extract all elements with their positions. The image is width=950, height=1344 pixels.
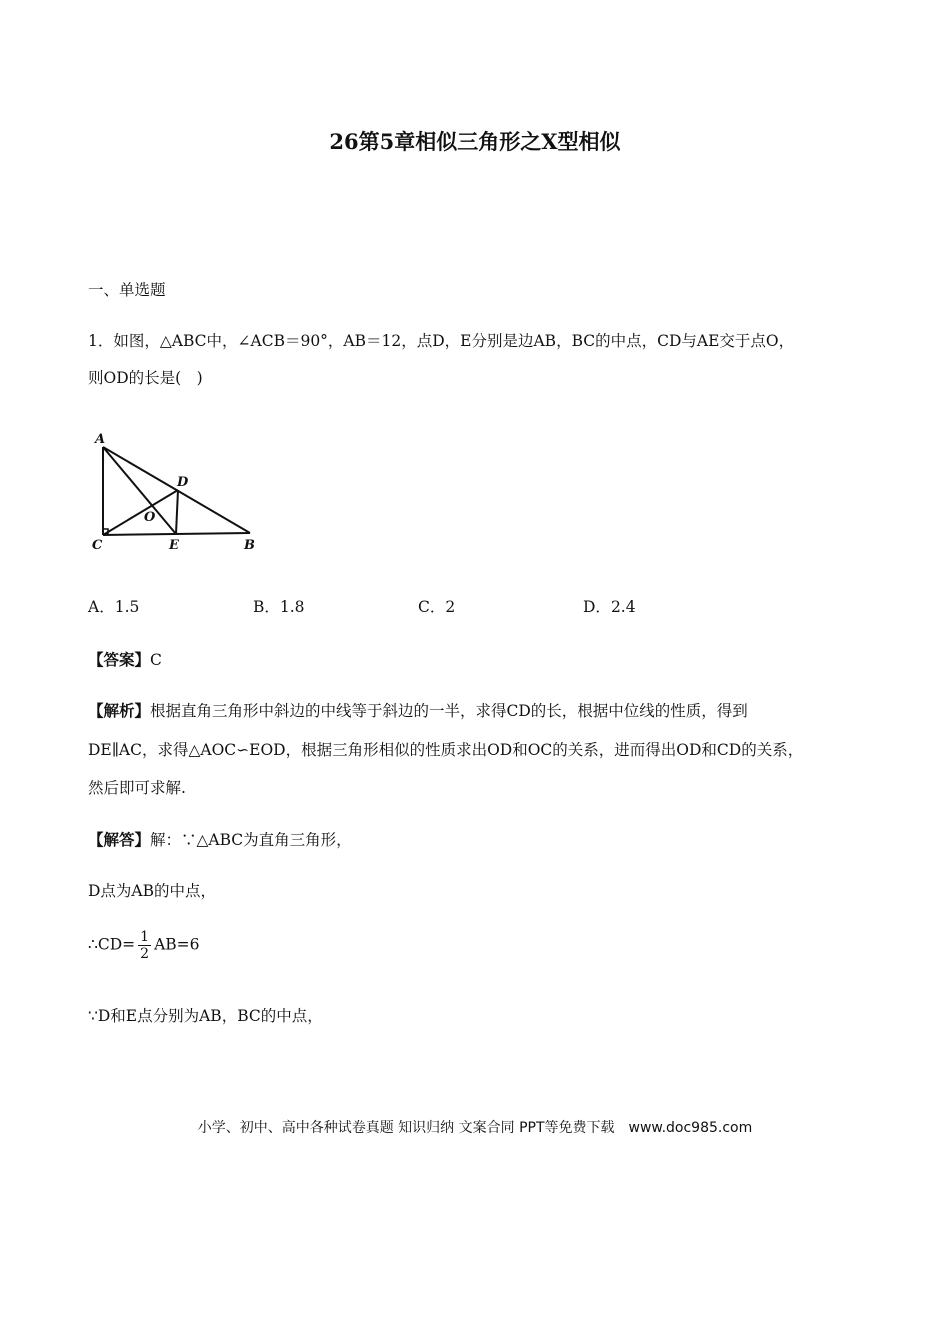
solution-line-4: ∵D和E点分别为AB，BC的中点， [88, 1007, 323, 1025]
page-title: 26第5章相似三角形之X型相似 [329, 129, 621, 154]
question-line-1 [88, 329, 794, 351]
question-text: 如图，△ABC中，∠ACB＝90°，AB＝12，点D，E分别是边AB，BC的中点，CD与AE交于点O， [113, 332, 795, 350]
answer-value: C [150, 651, 162, 669]
label-c: C [92, 538, 103, 553]
section-heading: 一、单选题 [88, 281, 166, 299]
analysis-line-2: DE∥AC，求得△AOC∽EOD，根据三角形相似的性质求出OD和OC的关系，进而得出OD和CD的关系， [88, 741, 804, 759]
label-b: B [244, 538, 255, 553]
solution-line-1: 【解答】解：∵△ABC为直角三角形， [88, 830, 352, 849]
option-b: B．1.8 [253, 598, 305, 616]
option-c: C．2 [418, 598, 456, 616]
answer-line [88, 648, 162, 670]
question-number: 1． [88, 332, 114, 350]
solution-line-2: D点为AB的中点， [88, 882, 217, 900]
option-a: A．1.5 [88, 598, 140, 616]
answer-tag: 【答案】 [88, 650, 151, 669]
label-e: E [169, 538, 179, 553]
triangle-figure [86, 425, 266, 565]
fraction-one-half: $\frac{1}{2}$ [140, 929, 150, 962]
label-d: D [177, 475, 189, 490]
footer-note: 小学、初中、高中各种试卷真题 知识归纳 文案合同 PPT等免费下载 www.doc985.com [197, 1120, 753, 1136]
question-line-2: 则OD的长是( ) [88, 369, 203, 387]
label-a: A [95, 432, 106, 447]
option-d: D．2.4 [583, 598, 636, 616]
analysis-tag: 【解析】 [88, 701, 151, 720]
analysis-line-1: 【解析】根据直角三角形中斜边的中线等于斜边的一半，求得CD的长，根据中位线的性质，得到 [88, 701, 748, 720]
analysis-line-3: 然后即可求解. [88, 779, 186, 797]
label-o: O [144, 510, 156, 525]
solution-line-3: ∴CD= $\frac{1}{2}$ AB=6 [88, 929, 200, 962]
solution-tag: 【解答】 [88, 830, 151, 849]
